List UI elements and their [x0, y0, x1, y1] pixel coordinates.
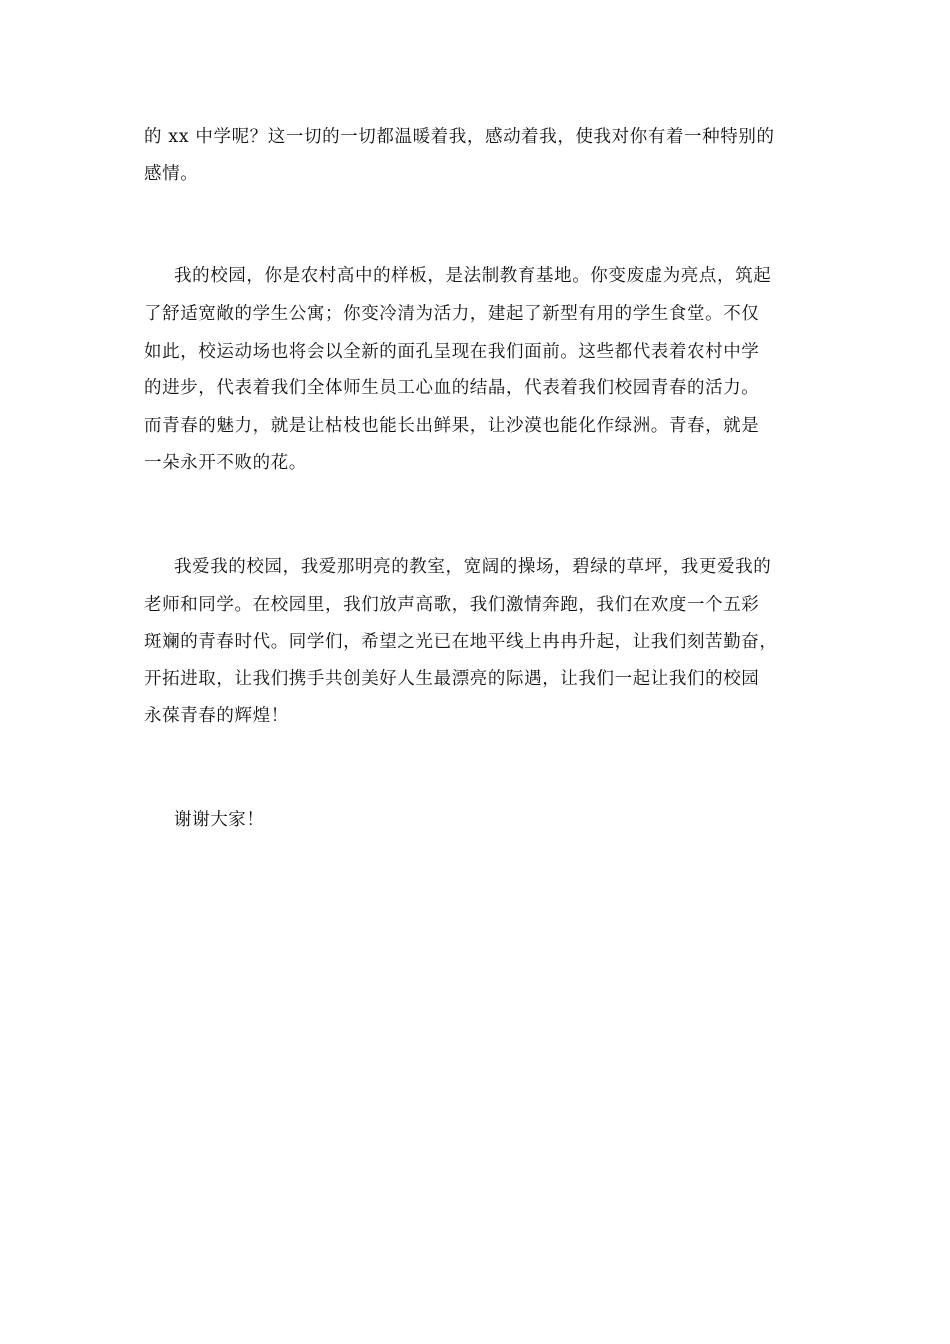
paragraph-line: 了舒适宽敞的学生公寓；你变冷清为活力，建起了新型有用的学生食堂。不仅: [144, 304, 760, 324]
paragraph-line: 而青春的魅力，就是让枯枝也能长出鲜果，让沙漠也能化作绿洲。青春，就是: [144, 416, 760, 436]
paragraph-line: 老师和同学。在校园里，我们放声高歌，我们激情奔跑，我们在欢度一个五彩: [144, 595, 760, 615]
paragraph-line: 感情。: [144, 164, 199, 184]
paragraph-line: 如此，校运动场也将会以全新的面孔呈现在我们面前。这些都代表着农村中学: [144, 342, 760, 362]
paragraph-line: 我的校园，你是农村高中的样板，是法制教育基地。你变废虚为亮点，筑起: [174, 266, 772, 286]
paragraph-line: 一朵永开不败的花。: [144, 453, 307, 473]
paragraph-line: 永葆青春的辉煌！: [144, 706, 289, 726]
paragraph-line: 的进步，代表着我们全体师生员工心血的结晶，代表着我们校园青春的活力。: [144, 378, 760, 398]
paragraph-line: 斑斓的青春时代。同学们，希望之光已在地平线上冉冉升起，让我们刻苦勤奋，: [144, 632, 778, 652]
closing-line: 谢谢大家！: [174, 810, 265, 830]
paragraph-line: 我爱我的校园，我爱那明亮的教室，宽阔的操场，碧绿的草坪，我更爱我的: [174, 557, 772, 577]
paragraph-line: 开拓进取，让我们携手共创美好人生最漂亮的际遇，让我们一起让我们的校园: [144, 669, 760, 689]
paragraph-line: 的 xx 中学呢？这一切的一切都温暖着我，感动着我，使我对你有着一种特别的: [144, 127, 775, 147]
